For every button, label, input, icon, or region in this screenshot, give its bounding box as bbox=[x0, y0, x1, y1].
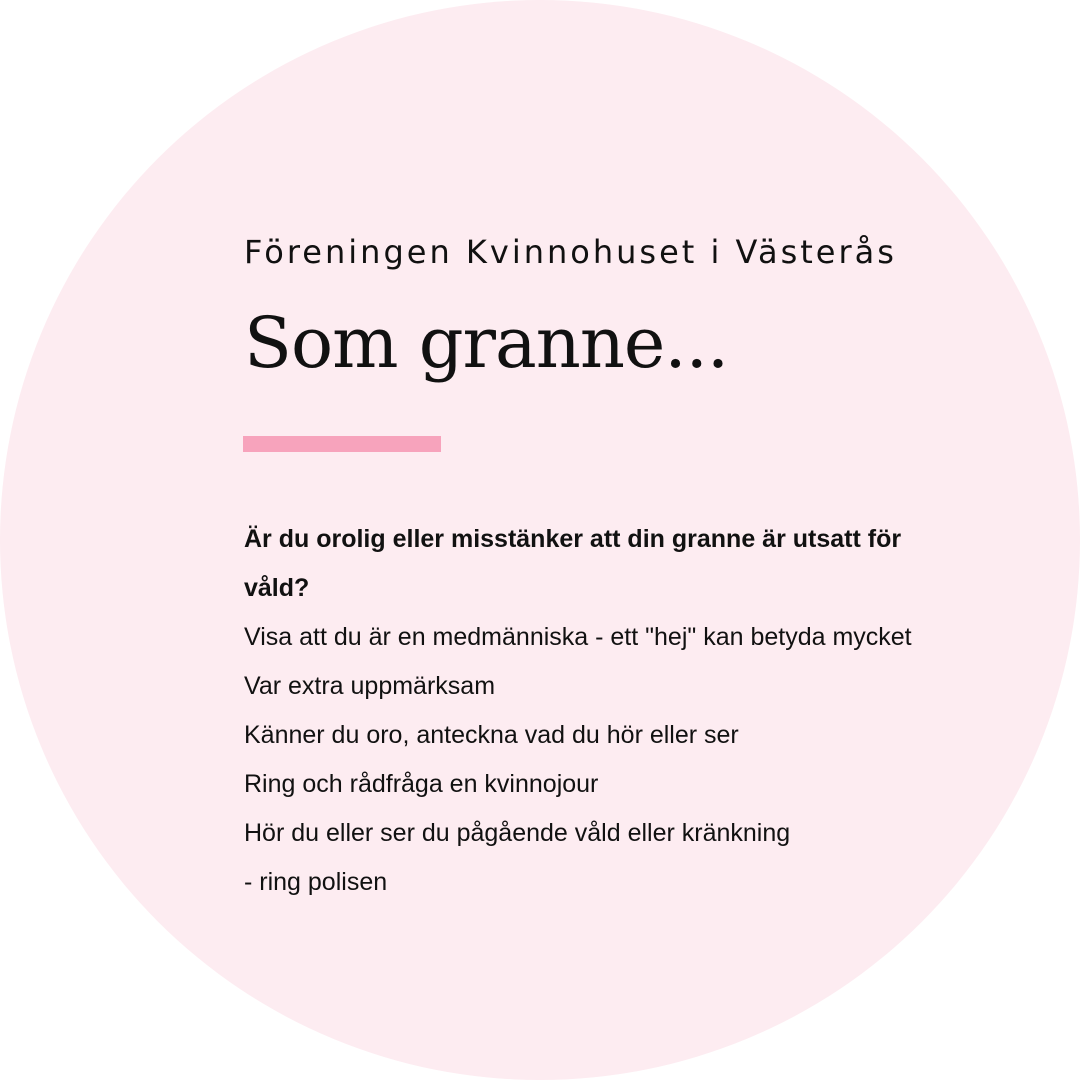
accent-divider-bar bbox=[243, 436, 441, 452]
advice-line-3: Känner du oro, anteckna vad du hör eller ser bbox=[244, 721, 739, 749]
advice-line-2: Var extra uppmärksam bbox=[244, 672, 496, 700]
question-heading: Är du orolig eller misstänker att din granne är utsatt för våld? bbox=[244, 525, 902, 602]
poster-content bbox=[244, 228, 944, 907]
body-text bbox=[244, 515, 944, 907]
advice-line-1: Visa att du är en medmänniska - ett "hej" kan betyda mycket bbox=[244, 623, 912, 651]
advice-line-4: Ring och rådfråga en kvinnojour bbox=[244, 770, 599, 798]
organization-name: Föreningen Kvinnohuset i Västerås bbox=[244, 233, 897, 271]
advice-line-5: Hör du eller ser du pågående våld eller kränkning bbox=[244, 819, 791, 847]
poster-title: Som granne... bbox=[244, 302, 729, 384]
advice-line-6: - ring polisen bbox=[244, 868, 388, 896]
